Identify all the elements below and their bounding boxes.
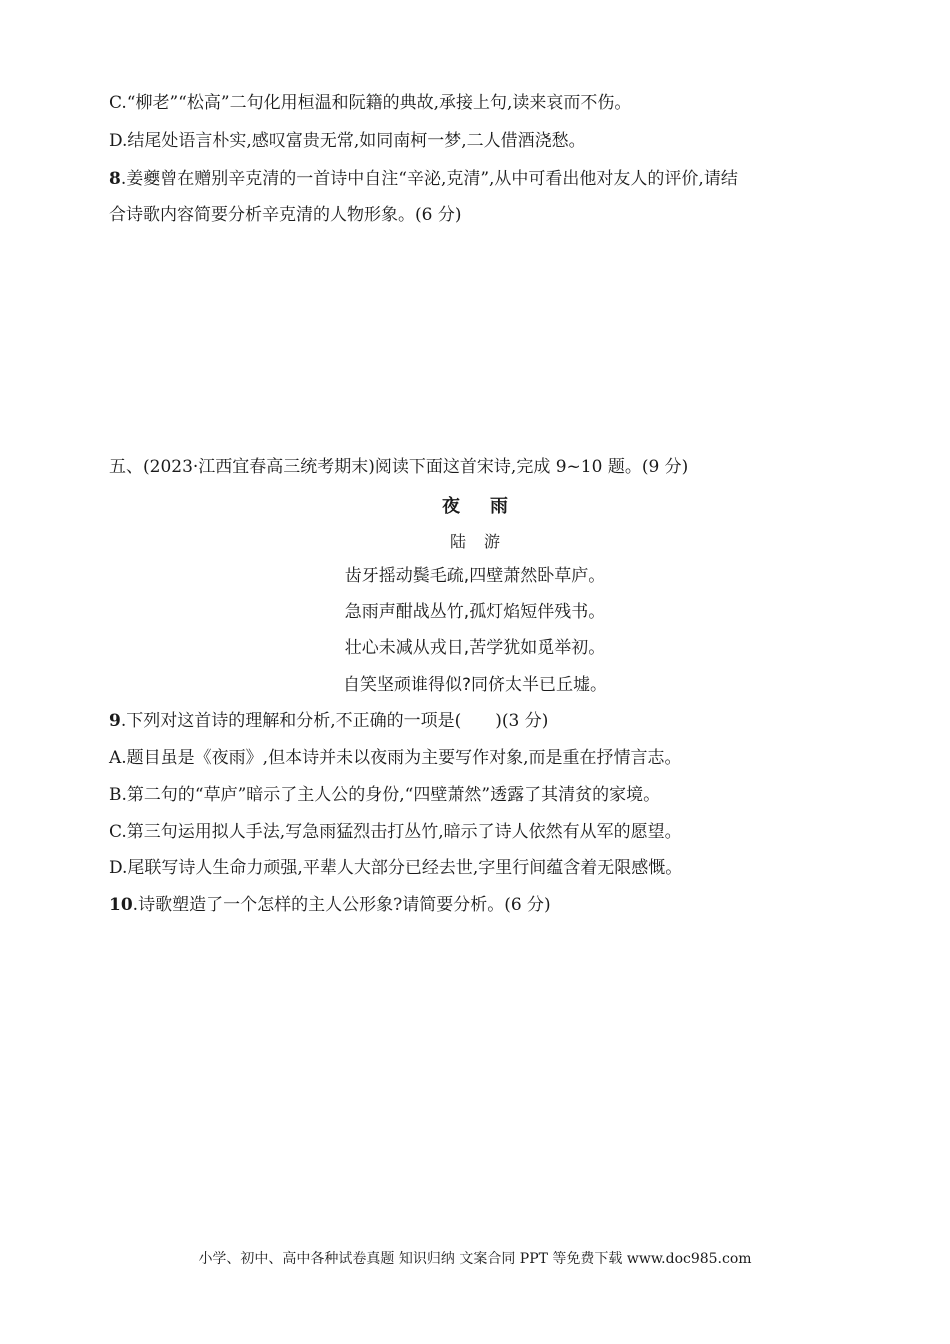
q9-stem [109, 709, 548, 733]
poem-line-2: 急雨声酣战丛竹,孤灯焰短伴残书。 [344, 602, 606, 622]
poem-line-4: 自笑坚顽谁得似?同侪太半已丘墟。 [342, 675, 608, 695]
q7-option-d: D.结尾处语言朴实,感叹富贵无常,如同南柯一梦,二人借酒浇愁。 [109, 131, 586, 151]
q8-line1 [109, 167, 738, 191]
q9-number: 9 [109, 711, 121, 731]
poem-line-3: 壮心未减从戎日,苦学犹如觅举初。 [344, 638, 606, 658]
q9-option-d: D.尾联写诗人生命力顽强,平辈人大部分已经去世,字里行间蕴含着无限感慨。 [109, 858, 683, 878]
page-footer: 小学、初中、高中各种试卷真题 知识归纳 文案合同 PPT 等免费下载 www.doc985.com [198, 1251, 752, 1267]
poem-author: 陆游 [449, 532, 518, 551]
q9-option-c: C.第三句运用拟人手法,写急雨猛烈击打丛竹,暗示了诗人依然有从军的愿望。 [109, 822, 682, 842]
q7-option-c: C.“柳老”“松高”二句化用桓温和阮籍的典故,承接上句,读来哀而不伤。 [109, 93, 632, 113]
q10-number: 10 [109, 895, 133, 915]
q10-stem-text: .诗歌塑造了一个怎样的主人公形象?请简要分析。(6 分) [132, 895, 551, 915]
poem-title: 夜雨 [442, 496, 538, 517]
section5-heading: 五、(2023·江西宜春高三统考期末)阅读下面这首宋诗,完成 9~10 题。(9 分) [109, 457, 689, 477]
poem-line-1: 齿牙摇动鬓毛疏,四壁萧然卧草庐。 [344, 566, 606, 586]
q9-option-b: B.第二句的“草庐”暗示了主人公的身份,“四壁萧然”透露了其清贫的家境。 [109, 785, 661, 805]
q8-text-line1: .姜夔曾在赠别辛克清的一首诗中自注“辛泌,克清”,从中可看出他对友人的评价,请结 [120, 169, 738, 189]
q8-text-line2: 合诗歌内容简要分析辛克清的人物形象。(6 分) [109, 205, 462, 225]
q8-number: 8 [109, 169, 121, 189]
q9-stem-text: .下列对这首诗的理解和分析,不正确的一项是( )(3 分) [120, 711, 549, 731]
q9-option-a: A.题目虽是《夜雨》,但本诗并未以夜雨为主要写作对象,而是重在抒情言志。 [109, 748, 682, 768]
q10-stem [109, 893, 551, 917]
